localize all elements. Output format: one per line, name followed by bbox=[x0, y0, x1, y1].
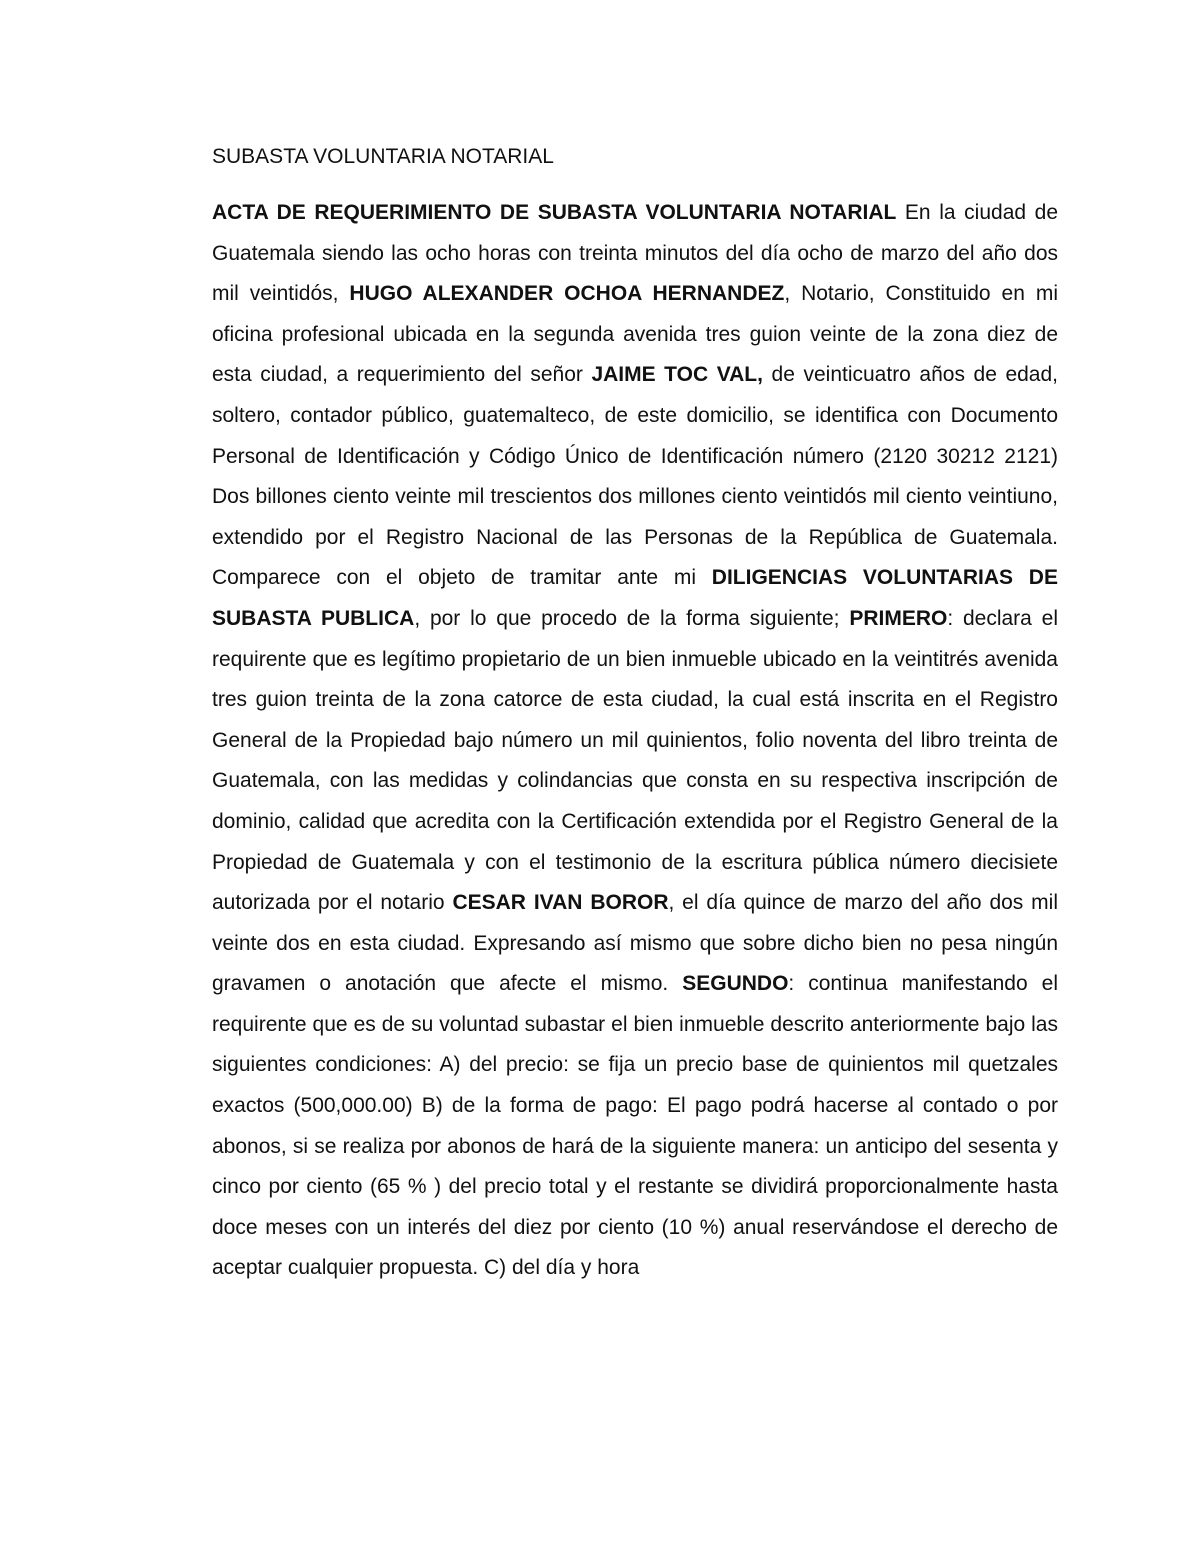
text-run: : declara el requirente que es legítimo propietario de un bien inmueble ubicado en la veintitrés avenida tres guion treinta de la zona catorce de esta ciudad, la cual está inscrita en el Registro General de la Propiedad bajo número un mil quinientos, folio noventa del libro treinta de Guatemala, con las medidas y colindancias que consta en su respectiva inscripción de dominio, calidad que acredita con la Certificación extendida por el Registro General de la Propiedad de Guatemala y con el testimonio de la escritura pública número diecisiete autorizada por el notario bbox=[212, 606, 1058, 915]
bold-text-run: ACTA DE REQUERIMIENTO DE SUBASTA VOLUNTARIA NOTARIAL bbox=[212, 201, 897, 224]
bold-text-run: JAIME TOC VAL, bbox=[591, 363, 763, 387]
document-title: SUBASTA VOLUNTARIA NOTARIAL bbox=[212, 145, 554, 168]
bold-text-run: PRIMERO bbox=[849, 606, 948, 630]
text-run: de veinticuatro años de edad, soltero, contador público, guatemalteco, de este domicilio, se identifica con Documento Personal de Identificación y Código Único de Identificación número (2120 30212 2121) Dos billones ciento veinte mil trescientos dos millones ciento veintidós mil ciento veintiuno, extendido por el Registro Nacional de las Personas de la República de Guatemala. Comparece con el objeto de tramitar ante mi bbox=[212, 363, 1058, 590]
text-run: : continua manifestando el requirente que es de su voluntad subastar el bien inmueble descrito anteriormente bajo las siguientes condiciones: A) del precio: se fija un precio base de quinientos mil quetzales exactos (500,000.00) B) de la forma de pago: El pago podrá hacerse al contado o por abonos, si se realiza por abonos de hará de la siguiente manera: un anticipo del sesenta y cinco por ciento (65 % ) del precio total y el restante se dividirá proporcionalmente hasta doce meses con un interés del diez por ciento (10 %) anual reservándose el derecho de aceptar cualquier propuesta. C) del día y hora bbox=[212, 972, 1058, 1280]
bold-text-run: HUGO ALEXANDER OCHOA HERNANDEZ bbox=[349, 282, 785, 306]
text-run: , el día quince de marzo del año dos mil veinte dos en esta ciudad. Expresando así mismo que sobre dicho bien no pesa ningún gravamen o anotación que afecte el mismo. bbox=[212, 891, 1058, 996]
bold-text-run: DILIGENCIAS VOLUNTARIAS DE SUBASTA PUBLICA bbox=[212, 566, 1058, 630]
text-run: , Notario, Constituido en mi oficina profesional ubicada en la segunda avenida tres guion veinte de la zona diez de esta ciudad, a requerimiento del señor bbox=[212, 282, 1058, 387]
text-run: En la ciudad de Guatemala siendo las ocho horas con treinta minutos del día ocho de marzo del año dos mil veintidós, bbox=[212, 201, 1059, 306]
bold-text-run: SEGUNDO bbox=[682, 972, 789, 996]
document-body-paragraph bbox=[212, 193, 1058, 1289]
bold-text-run: CESAR IVAN BOROR bbox=[452, 891, 669, 915]
text-run: , por lo que procedo de la forma siguiente; bbox=[414, 606, 850, 630]
